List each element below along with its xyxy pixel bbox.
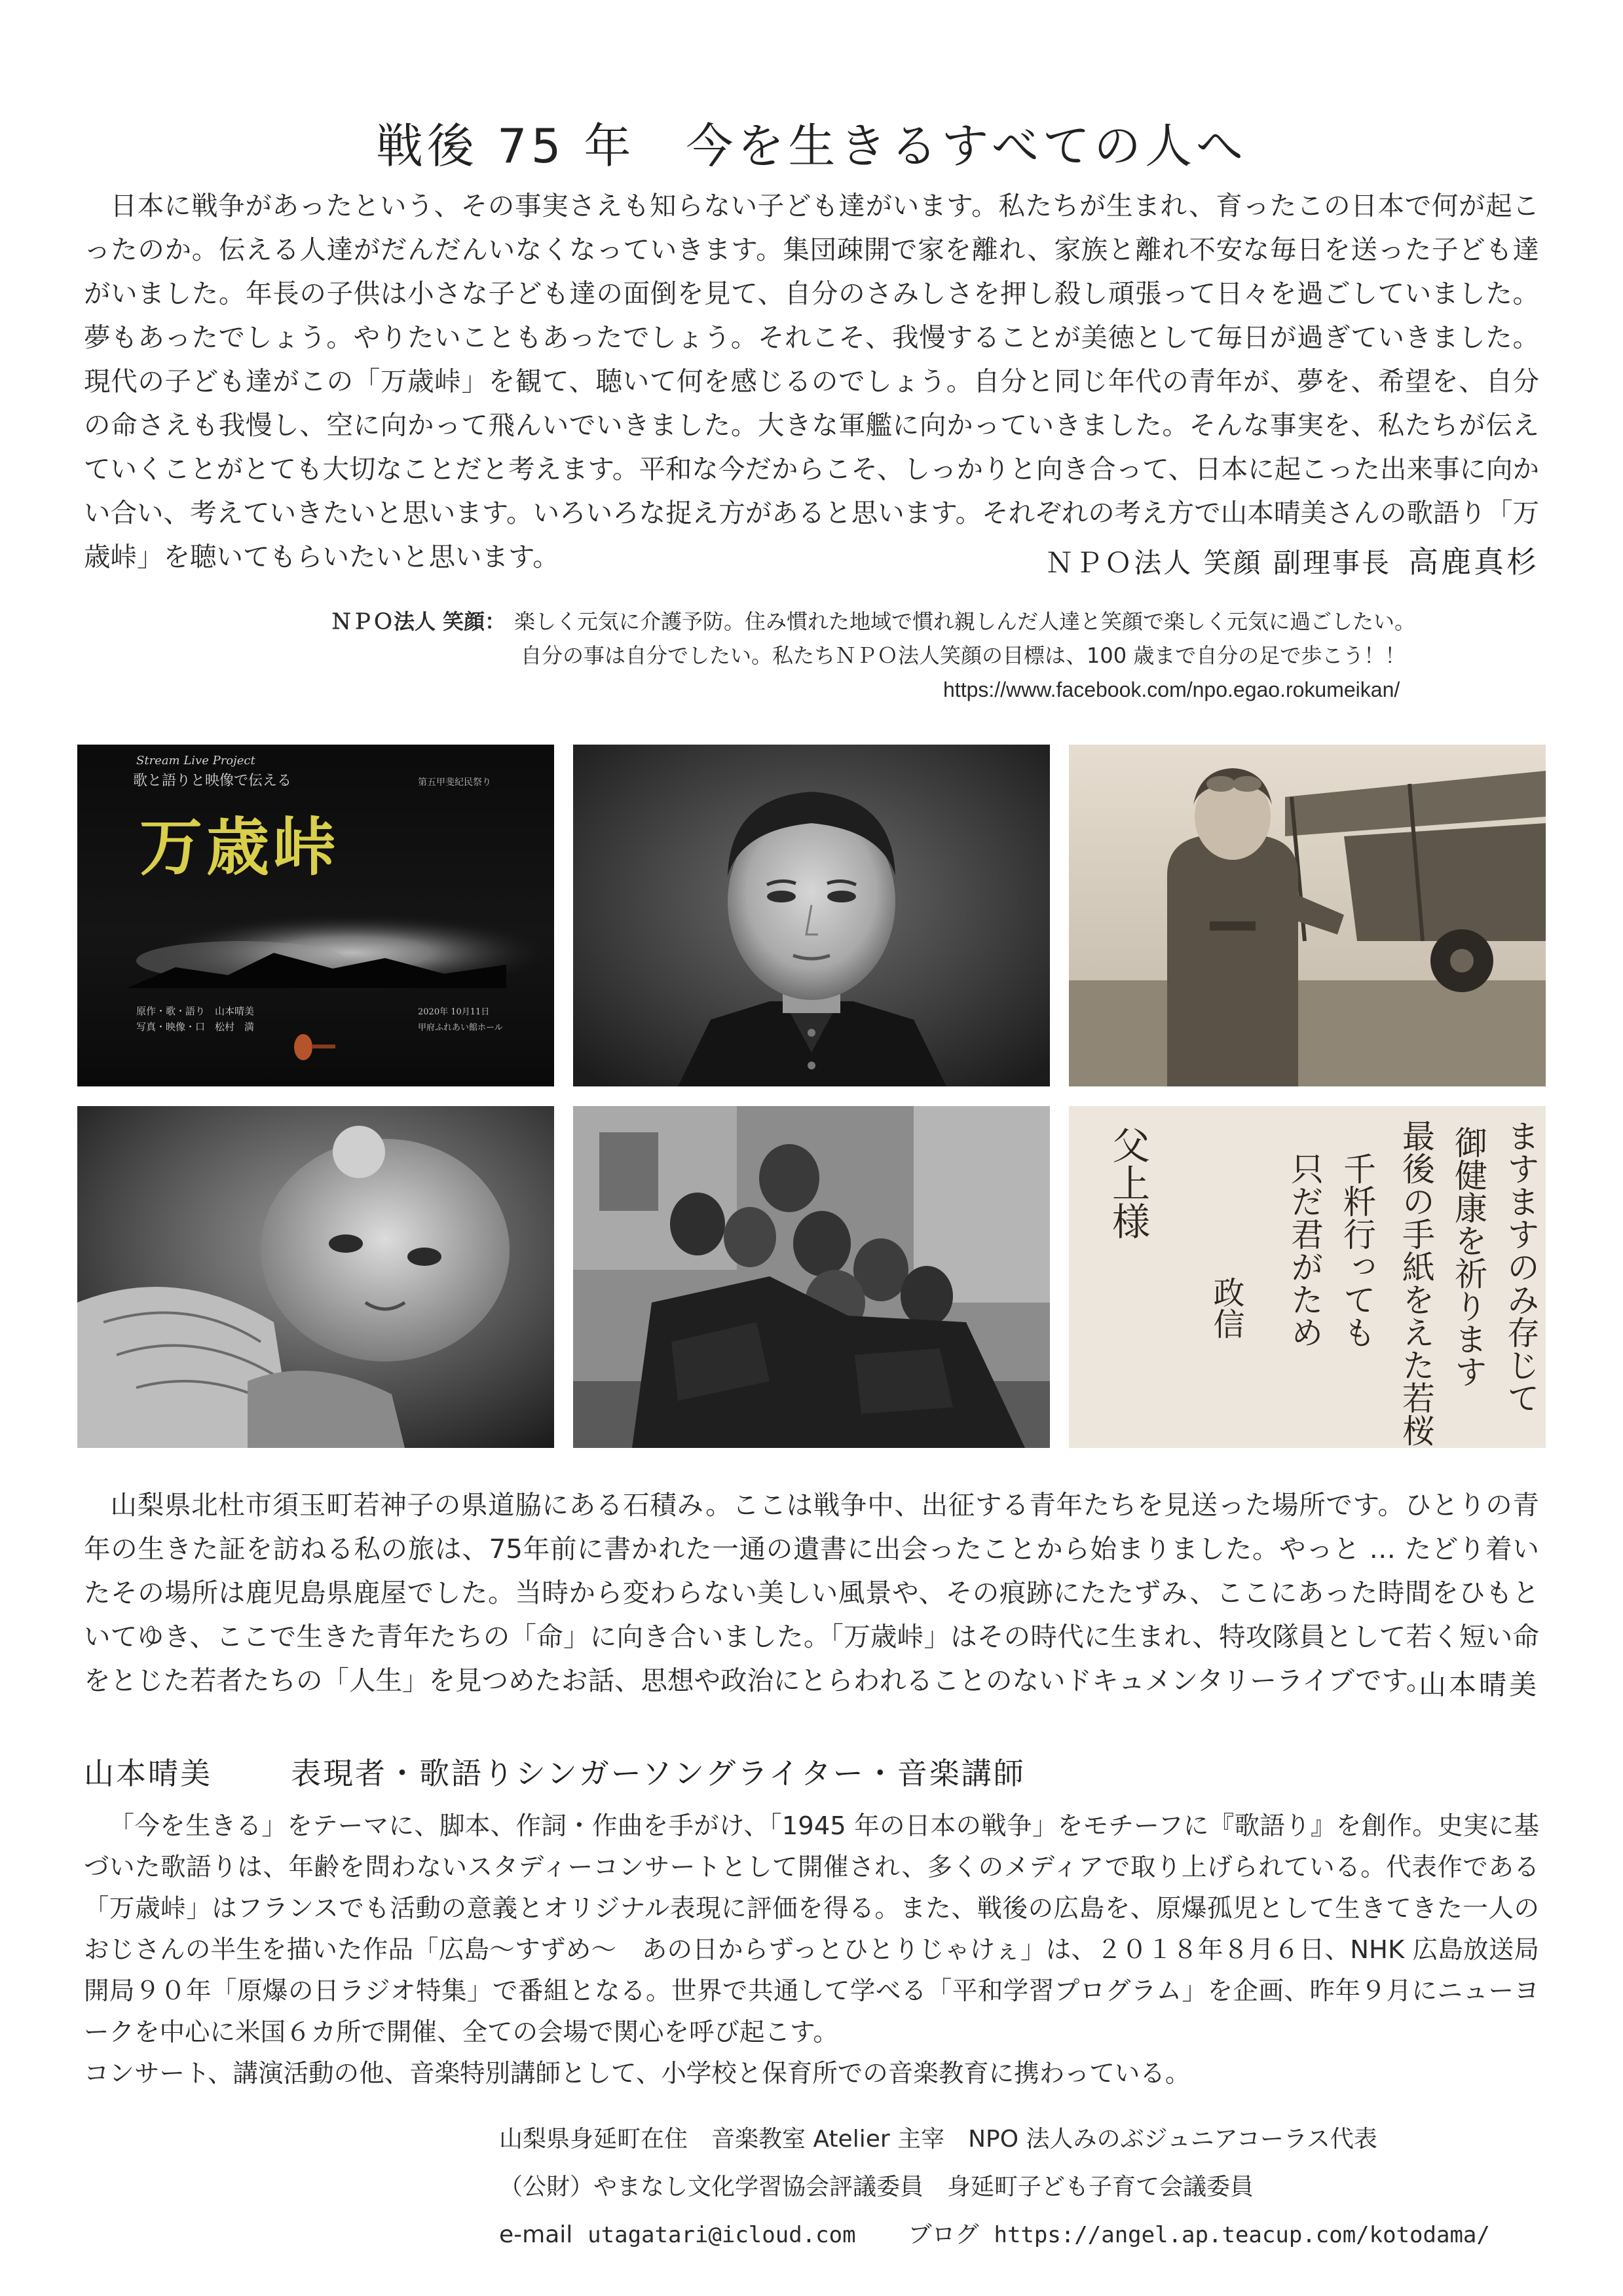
contact-line-3 <box>499 2211 1490 2259</box>
npo-line-2: 自分の事は自分でしたい。私たちＮＰＯ法人笑顔の目標は、100 歳まで自分の足で歩こう！！ <box>521 643 1406 668</box>
letter-col-1: ますますのみ存じて <box>1502 1119 1540 1414</box>
doll-photo-image <box>77 1106 554 1448</box>
signature-org: ＮＰＯ法人 笑顔 副理事長 <box>1045 547 1391 579</box>
npo-url: https://www.facebook.com/npo.egao.rokumeikan/ <box>943 678 1400 701</box>
story-signature: 山本晴美 <box>1418 1669 1539 1701</box>
letter-col-5: 只だ君がため <box>1286 1152 1324 1348</box>
poster-note: 第五甲斐紀民祭り <box>418 777 491 788</box>
letter-col-3: 最後の手紙をえた若桜 <box>1397 1119 1435 1447</box>
npo-label: ＮＰＯ法人 笑顔： <box>331 609 506 634</box>
npo-line-1: 楽しく元気に介護予防。住み慣れた地域で慣れ親しんだ人達と笑顔で楽しく元気に過ごしたい。 <box>514 609 1416 634</box>
bio-role: 表現者・歌語りシンガーソングライター・音楽講師 <box>291 1756 1026 1791</box>
blog-link[interactable]: https://angel.ap.teacup.com/kotodama/ <box>994 2222 1490 2248</box>
pilot-photo-image <box>1069 745 1546 1086</box>
bio-paragraph <box>84 1805 1539 2094</box>
blog-label: ブログ <box>908 2221 979 2248</box>
page-title: 戦後 75 年 今を生きるすべての人へ <box>376 119 1247 174</box>
poster-venue: 甲府ふれあい館ホール <box>418 1023 503 1033</box>
bio-text: 「今を生きる」をテーマに、脚本、作詞・作曲を手がけ、「1945 年の日本の戦争」をモチーフに『歌語り』を創作。史実に基づいた歌語りは、年齢を問わないスタディーコンサートとして開催され、多くのメディアで取り上げられている。代表作である「万歳峠」はフランスでも活動の意義とオリジナル表現に評価を得る。また、戦後の広島を、原爆孤児として生きてきた一人のおじさんの半生を描いた作品「広島～すずめ～ あの日からずっとひとりじゃけぇ」は、２０１８年８月６日、NHK 広島放送局開局９０年「原爆の日ラジオ特集」で番組となる。世界で共通して学べる「平和学習プログラム」を企画、昨年９月にニューヨークを中心に米国６カ所で開催、全ての会場で関心を呼び起こす。 <box>84 1811 1539 2047</box>
intro-paragraph <box>84 184 1539 579</box>
letter-col-4: 千粁行っても <box>1338 1152 1376 1348</box>
pilots-group-image <box>573 1106 1050 1448</box>
contact-line-2: （公財）やまなし文化学習協会評議委員 身延町子ども子育て会議委員 <box>499 2174 1254 2200</box>
poster-subtitle: 歌と語りと映像で伝える <box>133 773 292 789</box>
farewell-letter-image <box>1069 1106 1546 1448</box>
poster-main-title: 万歳峠 <box>140 810 340 884</box>
intro-signature <box>1045 538 1539 582</box>
letter-sign: 政信 <box>1208 1276 1244 1339</box>
intro-text: 日本に戦争があったという、その事実さえも知らない子ども達がいます。私たちが生まれ、育ったこの日本で何が起こったのか。伝える人達がだんだんいなくなっていきます。集団疎開で家を離れ、家族と離れ不安な毎日を送った子ども達がいました。年長の子供は小さな子ども達の面倒を見て、自分のさみしさを押し殺し頑張って日々を過ごしていました。夢もあったでしょう。やりたいこともあったでしょう。それこそ、我慢することが美徳として毎日が過ぎていきました。現代の子ども達がこの「万歳峠」を観て、聴いて何を感じるのでしょう。自分と同じ年代の青年が、夢を、希望を、自分の命さえも我慢し、空に向かって飛んいでいきました。大きな軍艦に向かっていきました。そんな事実を、私たちが伝えていくことがとても大切なことだと考えます。平和な今だからこそ、しっかりと向き合って、日本に起こった出来事に向かい合い、考えていきたいと思います。いろいろな捉え方があると思います。それぞれの考え方で山本晴美さんの歌語り「万歳峠」を聴いてもらいたいと思います。 <box>84 190 1540 572</box>
poster-credit-1: 原作・歌・語り 山本晴美 <box>136 1005 255 1017</box>
letter-col-2: 御健康を祈ります <box>1449 1126 1487 1388</box>
poster-date: 2020年 10月11日 <box>418 1007 490 1017</box>
story-text: 山梨県北杜市須玉町若神子の県道脇にある石積み。ここは戦争中、出征する青年たちを見送った場所です。ひとりの青年の生きた証を訪ねる私の旅は、75年前に書かれた一通の遺書に出会ったことから始まりました。やっと … たどり着いたその場所は鹿児島県鹿屋でした。当時から変わらない美しい風景や、その痕跡にたたずみ、ここにあった時間をひもといてゆき、ここで生きた青年たちの「命」に向き合いました。「万歳峠」はその時代に生まれ、特攻隊員として若く短い命をとじた若者たちの「人生」を見つめたお話、思想や政治にとらわれることのないドキュメンタリーライブです。 <box>84 1489 1539 1696</box>
bio-heading <box>84 1750 1026 1793</box>
email-label: e-mail <box>499 2221 573 2248</box>
poster-project: Stream Live Project <box>136 754 255 768</box>
poster-credit-2: 写真・映像・口 松村 満 <box>136 1021 255 1033</box>
bio-text-last: コンサート、講演活動の他、音楽特別講師として、小学校と保育所での音楽教育に携わっている。 <box>84 2059 1191 2088</box>
story-paragraph <box>84 1483 1539 1703</box>
contact-line-1: 山梨県身延町在住 音楽教室 Atelier 主宰 NPO 法人みのぶジュニアコーラス代表 <box>499 2126 1377 2153</box>
contact-block <box>499 2115 1490 2259</box>
student-portrait-image <box>573 745 1050 1086</box>
bio-name: 山本晴美 <box>84 1756 212 1791</box>
poster-image <box>77 745 554 1086</box>
signature-name: 高鹿真杉 <box>1408 544 1539 580</box>
email-link[interactable]: utagatari@icloud.com <box>588 2222 856 2248</box>
letter-addressee: 父上様 <box>1106 1126 1150 1240</box>
